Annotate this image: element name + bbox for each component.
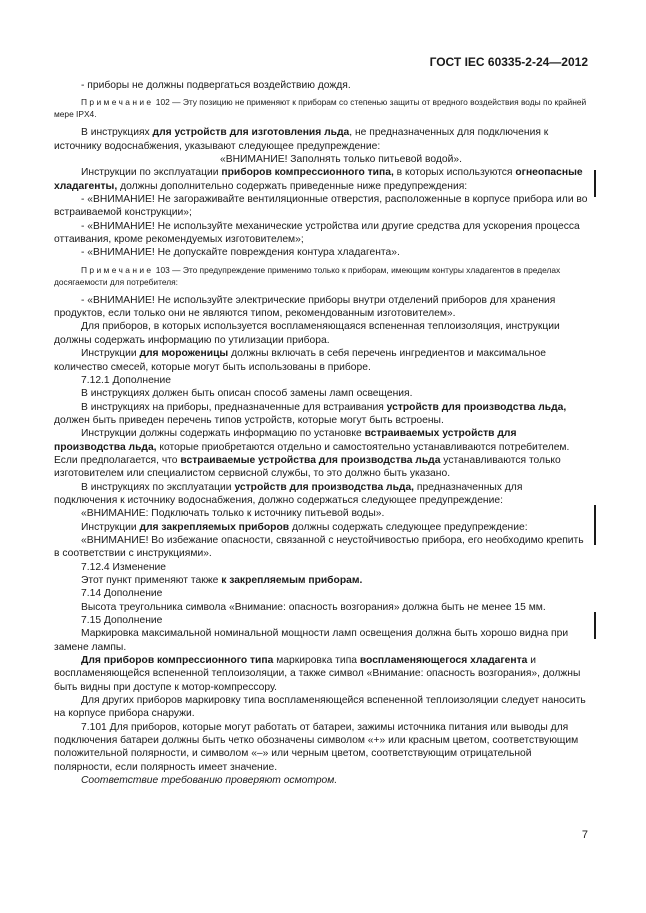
bold-term: огнеопасные хладагенты, [54,167,583,192]
section-heading: 7.12.1 Дополнение [81,374,171,386]
text-run: Этот пункт применяют также [81,575,222,586]
text-run: , не предназначенных для подключения к источнику водоснабжения, указывают следующее предупреждение: [54,127,549,152]
text-run: Инструкции [81,521,140,533]
text-run: должны дополнительно содержать приведенные ниже предупреждения: [117,180,468,192]
document-body [54,79,588,788]
paragraph [54,521,588,534]
bold-term: приборов компрессионного типа, [221,167,394,179]
bold-term: встраиваемые устройства для производства льда [180,454,441,466]
italic-text: Соответствие требованию проверяют осмотром. [81,775,338,787]
document-header: ГОСТ IEC 60335-2-24—2012 [429,55,588,69]
paragraph: «ВНИМАНИЕ: Подключать только к источнику питьевой воды». [81,508,385,520]
paragraph [54,427,588,480]
text-run: В инструкциях [81,127,153,139]
text-run: должен быть приведен перечень типов устройств, которые могут быть встроены. [54,414,444,426]
bold-term: для устройств для изготовления льда [152,127,350,139]
bold-term: для закрепляемых приборов [139,521,290,533]
section-heading: 7.14 Дополнение [81,588,163,600]
text-run: маркировка типа [273,655,360,667]
bold-term: Для приборов компрессионного типа [81,655,274,667]
text-run: В инструкциях на приборы, предназначенные для встраивания [81,401,387,413]
text-run: должны включать в себя перечень ингредиентов и максимальное количество смесей, которые могут быть использованы в приборе. [54,348,546,373]
paragraph: В инструкциях должен быть описан способ замены ламп освещения. [81,388,413,400]
text-run: Инструкции [81,348,140,360]
paragraph [54,654,588,694]
section-heading: 7.15 Дополнение [81,615,163,627]
change-bar [594,170,596,197]
text-run: Инструкции по эксплуатации [81,167,222,179]
text-run: устанавливаются только изготовителем или специалистом сервисной службы, то это должно быть указано. [54,454,561,480]
paragraph [54,401,588,428]
text-run: которые приобретаются отдельно и самостоятельно устанавливаются потребителем. Если предполагается, что [54,441,570,466]
change-bar [594,612,596,639]
change-bar [594,505,596,545]
note-text: 103 — Это предупреждение применимо только к приборам, имеющим контуры хладагентов в пределах досягаемости для потребителя: [54,264,561,287]
paragraph: - «ВНИМАНИЕ! Не используйте электрические приборы внутри отделений приборов для хранения продуктов, если только они не являются типом, рекомендованным изготовителем». [54,294,556,320]
text-run: предназначенных для подключения к источнику водоснабжения, должно содержаться следующее предупреждение: [54,481,523,506]
paragraph: - «ВНИМАНИЕ! Не допускайте повреждения контура хладагента». [81,247,400,259]
paragraph [54,574,588,587]
text-run: В инструкциях по эксплуатации [81,481,235,493]
note-label: Примечание [81,97,154,108]
note-label: Примечание [81,264,154,275]
section-heading: 7.12.4 Изменение [81,561,166,573]
bold-term: к закрепляемым приборам. [221,575,363,586]
paragraph: Для других приборов маркировку типа воспламеняющейся вспененной теплоизоляции следует наносить на корпусе прибора снаружи. [54,695,586,720]
bold-term: воспламеняющегося хладагента [359,655,528,667]
text-run: Инструкции должны содержать информацию по установке [81,428,365,440]
bold-term: встраиваемых устройств для производства льда, [54,428,517,453]
paragraph: - приборы не должны подвергаться воздействию дождя. [81,80,351,91]
page-number: 7 [581,829,588,841]
paragraph: Для приборов, в которых используется воспламеняющаяся вспененная теплоизоляция, инструкции должны содержать информацию по утилизации прибора. [54,321,560,346]
bold-term: устройств для производства льда, [386,401,567,413]
paragraph: Высота треугольника символа «Внимание: опасность возгорания» должна быть не менее 15 мм. [81,601,546,613]
note-103 [54,264,588,288]
bold-term: устройств для производства льда, [234,481,415,493]
paragraph [54,166,588,193]
bold-term: для мороженицы [139,348,229,360]
paragraph [54,347,588,374]
text-run: и воспламеняющейся вспененной теплоизоляции, а также символ «Внимание: опасность возгорания», должны быть видны при доступе к мотор-компрессору. [54,655,581,693]
text-run: в которых используются [393,167,516,179]
paragraph [54,126,588,153]
paragraph: «ВНИМАНИЕ! Во избежание опасности, связанной с неустойчивостью прибора, его необходимо крепить в соответствии с инструкциями». [54,534,584,560]
paragraph: Маркировка максимальной номинальной мощности ламп освещения должна быть хорошо видна при замене лампы. [54,628,569,653]
paragraph: - «ВНИМАНИЕ! Не используйте механические устройства или другие средства для ускорения процесса оттаивания, кроме рекомендуемых изготовителем»; [54,220,580,246]
paragraph: 7.101 Для приборов, которые могут работать от батареи, зажимы источника питания или выводы для подключения батареи должны быть четко обозначены символом «+» или красным цветом, соответствующим положительной полярности, и символом «–» или черным цветом, соответствующим отрицательной полярности, если полярность имеет значение. [54,721,579,773]
compliance-note [54,774,588,787]
paragraph: - «ВНИМАНИЕ! Не загораживайте вентиляционные отверстия, расположенные в корпусе прибора или во встраиваемой конструкции»; [54,194,588,219]
note-text: 102 — Эту позицию не применяют к приборам со степенью защиты от вредного воздействия воды по крайней мере IPX4. [54,97,587,120]
warning-text: «ВНИМАНИЕ! Заполнять только питьевой водой». [220,154,462,166]
note-102 [54,96,588,120]
text-run: должны содержать следующее предупреждение: [289,521,528,533]
paragraph [54,481,588,508]
